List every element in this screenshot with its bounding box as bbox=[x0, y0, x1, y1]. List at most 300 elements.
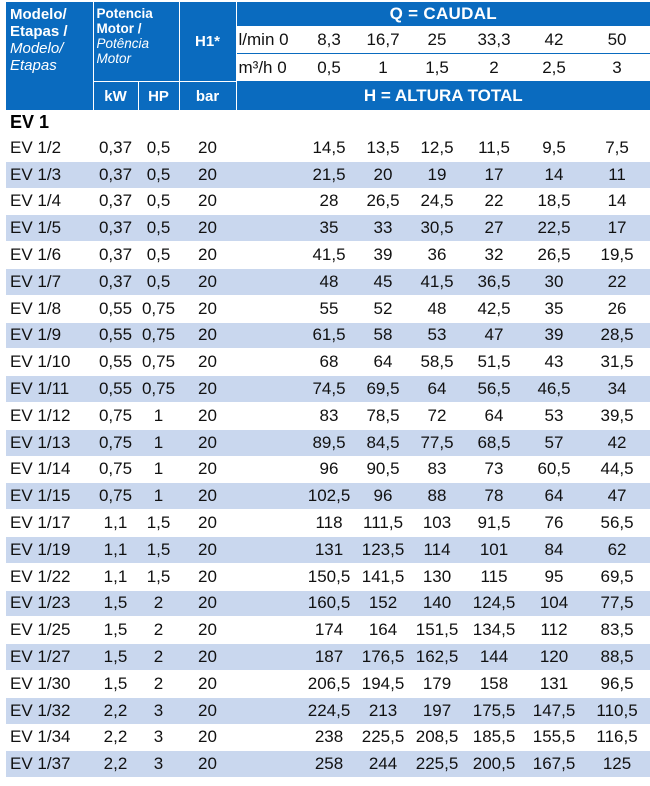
head-value-cell: 77,5 bbox=[584, 590, 650, 617]
head-value-cell: 84,5 bbox=[356, 429, 410, 456]
bar-cell: 20 bbox=[179, 456, 236, 483]
hp-cell: 1 bbox=[138, 456, 179, 483]
head-value-cell: 90,5 bbox=[356, 456, 410, 483]
head-value-cell: 41,5 bbox=[410, 268, 464, 295]
head-value-cell: 19,5 bbox=[584, 242, 650, 269]
table-row bbox=[6, 536, 650, 563]
head-value-cell: 104 bbox=[524, 590, 584, 617]
model-cell: EV 1/13 bbox=[6, 429, 93, 456]
bar-cell: 20 bbox=[179, 402, 236, 429]
kw-cell: 0,37 bbox=[93, 215, 138, 242]
flow-zero-cell bbox=[236, 697, 302, 724]
bar-cell: 20 bbox=[179, 161, 236, 188]
head-value-cell: 48 bbox=[410, 295, 464, 322]
model-cell: EV 1/32 bbox=[6, 697, 93, 724]
flow-zero-cell bbox=[236, 510, 302, 537]
head-value-cell: 110,5 bbox=[584, 697, 650, 724]
head-value-cell: 14 bbox=[584, 188, 650, 215]
head-value-cell: 103 bbox=[410, 510, 464, 537]
bar-cell: 20 bbox=[179, 188, 236, 215]
flow-zero-cell bbox=[236, 536, 302, 563]
flow-value: 42 bbox=[524, 26, 584, 54]
flow-zero-cell bbox=[236, 349, 302, 376]
flow-zero-cell bbox=[236, 644, 302, 671]
flow-zero-cell bbox=[236, 751, 302, 777]
flow-value: 50 bbox=[584, 26, 650, 54]
head-value-cell: 46,5 bbox=[524, 376, 584, 403]
bar-cell: 20 bbox=[179, 322, 236, 349]
head-value-cell: 101 bbox=[464, 536, 524, 563]
head-value-cell: 26 bbox=[584, 295, 650, 322]
head-value-cell: 22 bbox=[584, 268, 650, 295]
table-row bbox=[6, 188, 650, 215]
kw-cell: 2,2 bbox=[93, 697, 138, 724]
section-title: EV 1 bbox=[10, 111, 50, 132]
hp-cell: 2 bbox=[138, 670, 179, 697]
head-value-cell: 174 bbox=[302, 617, 356, 644]
flow-value: 8,3 bbox=[302, 26, 356, 54]
hp-cell: 1,5 bbox=[138, 510, 179, 537]
head-value-cell: 213 bbox=[356, 697, 410, 724]
flow-zero-cell bbox=[236, 242, 302, 269]
head-value-cell: 140 bbox=[410, 590, 464, 617]
bar-cell: 20 bbox=[179, 349, 236, 376]
head-value-cell: 58,5 bbox=[410, 349, 464, 376]
head-value-cell: 39 bbox=[356, 242, 410, 269]
head-value-cell: 69,5 bbox=[584, 563, 650, 590]
head-value-cell: 31,5 bbox=[584, 349, 650, 376]
head-value-cell: 115 bbox=[464, 563, 524, 590]
flow-zero-cell bbox=[236, 161, 302, 188]
hp-cell: 1 bbox=[138, 402, 179, 429]
head-value-cell: 185,5 bbox=[464, 724, 524, 751]
head-value-cell: 43 bbox=[524, 349, 584, 376]
model-cell: EV 1/27 bbox=[6, 644, 93, 671]
head-value-cell: 17 bbox=[464, 161, 524, 188]
head-value-cell: 9,5 bbox=[524, 135, 584, 162]
table-row bbox=[6, 295, 650, 322]
head-value-cell: 175,5 bbox=[464, 697, 524, 724]
head-value-cell: 134,5 bbox=[464, 617, 524, 644]
head-value-cell: 57 bbox=[524, 429, 584, 456]
head-value-cell: 53 bbox=[524, 402, 584, 429]
model-cell: EV 1/10 bbox=[6, 349, 93, 376]
head-value-cell: 64 bbox=[464, 402, 524, 429]
header-power bbox=[93, 2, 179, 82]
bar-cell: 20 bbox=[179, 724, 236, 751]
model-cell: EV 1/23 bbox=[6, 590, 93, 617]
flow-m3h-label: m³/h 0 bbox=[236, 54, 302, 82]
head-value-cell: 89,5 bbox=[302, 429, 356, 456]
flow-zero-cell bbox=[236, 188, 302, 215]
bar-cell: 20 bbox=[179, 135, 236, 162]
flow-zero-cell bbox=[236, 670, 302, 697]
head-value-cell: 45 bbox=[356, 268, 410, 295]
bar-cell: 20 bbox=[179, 242, 236, 269]
head-value-cell: 131 bbox=[302, 536, 356, 563]
flow-zero-cell bbox=[236, 429, 302, 456]
kw-cell: 1,5 bbox=[93, 617, 138, 644]
kw-cell: 0,37 bbox=[93, 135, 138, 162]
head-value-cell: 22,5 bbox=[524, 215, 584, 242]
bar-cell: 20 bbox=[179, 536, 236, 563]
model-cell: EV 1/3 bbox=[6, 161, 93, 188]
head-value-cell: 56,5 bbox=[584, 510, 650, 537]
hp-cell: 0,75 bbox=[138, 349, 179, 376]
hp-cell: 0,5 bbox=[138, 161, 179, 188]
bar-cell: 20 bbox=[179, 590, 236, 617]
head-value-cell: 118 bbox=[302, 510, 356, 537]
head-value-cell: 147,5 bbox=[524, 697, 584, 724]
flow-value: 33,3 bbox=[464, 26, 524, 54]
header-h1: H1* bbox=[179, 2, 236, 82]
head-value-cell: 60,5 bbox=[524, 456, 584, 483]
table-row bbox=[6, 135, 650, 162]
head-value-cell: 76 bbox=[524, 510, 584, 537]
head-value-cell: 18,5 bbox=[524, 188, 584, 215]
bar-cell: 20 bbox=[179, 295, 236, 322]
head-value-cell: 158 bbox=[464, 670, 524, 697]
head-value-cell: 22 bbox=[464, 188, 524, 215]
head-value-cell: 225,5 bbox=[410, 751, 464, 777]
kw-cell: 0,37 bbox=[93, 268, 138, 295]
model-cell: EV 1/7 bbox=[6, 268, 93, 295]
bar-cell: 20 bbox=[179, 215, 236, 242]
kw-cell: 0,75 bbox=[93, 483, 138, 510]
table-row bbox=[6, 724, 650, 751]
model-cell: EV 1/4 bbox=[6, 188, 93, 215]
head-value-cell: 21,5 bbox=[302, 161, 356, 188]
header-power-label-pt: Potência Motor bbox=[96, 36, 150, 66]
table-row bbox=[6, 590, 650, 617]
head-value-cell: 36,5 bbox=[464, 268, 524, 295]
hp-cell: 3 bbox=[138, 751, 179, 777]
header-power-label: Potencia Motor / bbox=[96, 6, 153, 36]
hp-cell: 0,75 bbox=[138, 322, 179, 349]
head-value-cell: 35 bbox=[302, 215, 356, 242]
head-value-cell: 72 bbox=[410, 402, 464, 429]
head-value-cell: 141,5 bbox=[356, 563, 410, 590]
hp-cell: 1 bbox=[138, 429, 179, 456]
table-row bbox=[6, 483, 650, 510]
head-value-cell: 64 bbox=[410, 376, 464, 403]
table-row bbox=[6, 751, 650, 777]
head-value-cell: 64 bbox=[356, 349, 410, 376]
kw-cell: 1,5 bbox=[93, 644, 138, 671]
head-value-cell: 69,5 bbox=[356, 376, 410, 403]
bar-cell: 20 bbox=[179, 697, 236, 724]
head-value-cell: 258 bbox=[302, 751, 356, 777]
head-value-cell: 78 bbox=[464, 483, 524, 510]
kw-cell: 0,75 bbox=[93, 429, 138, 456]
model-cell: EV 1/9 bbox=[6, 322, 93, 349]
table-row bbox=[6, 242, 650, 269]
head-value-cell: 11 bbox=[584, 161, 650, 188]
hp-cell: 0,5 bbox=[138, 135, 179, 162]
head-value-cell: 160,5 bbox=[302, 590, 356, 617]
head-value-cell: 114 bbox=[410, 536, 464, 563]
head-value-cell: 152 bbox=[356, 590, 410, 617]
hp-cell: 2 bbox=[138, 617, 179, 644]
model-cell: EV 1/12 bbox=[6, 402, 93, 429]
model-cell: EV 1/11 bbox=[6, 376, 93, 403]
head-value-cell: 123,5 bbox=[356, 536, 410, 563]
head-value-cell: 58 bbox=[356, 322, 410, 349]
unit-hp: HP bbox=[138, 82, 179, 111]
head-value-cell: 48 bbox=[302, 268, 356, 295]
head-value-cell: 84 bbox=[524, 536, 584, 563]
header-model-label-pt: Modelo/ Etapas bbox=[10, 40, 64, 74]
head-value-cell: 120 bbox=[524, 644, 584, 671]
head-value-cell: 14,5 bbox=[302, 135, 356, 162]
kw-cell: 0,55 bbox=[93, 322, 138, 349]
hp-cell: 0,5 bbox=[138, 242, 179, 269]
flow-value: 2 bbox=[464, 54, 524, 82]
flow-value: 1 bbox=[356, 54, 410, 82]
header-head-title: H = ALTURA TOTAL bbox=[236, 82, 650, 111]
head-value-cell: 130 bbox=[410, 563, 464, 590]
head-value-cell: 83 bbox=[302, 402, 356, 429]
bar-cell: 20 bbox=[179, 429, 236, 456]
head-value-cell: 55 bbox=[302, 295, 356, 322]
head-value-cell: 41,5 bbox=[302, 242, 356, 269]
kw-cell: 2,2 bbox=[93, 751, 138, 777]
flow-zero-cell bbox=[236, 617, 302, 644]
head-value-cell: 194,5 bbox=[356, 670, 410, 697]
head-value-cell: 26,5 bbox=[524, 242, 584, 269]
head-value-cell: 102,5 bbox=[302, 483, 356, 510]
table-row bbox=[6, 349, 650, 376]
head-value-cell: 73 bbox=[464, 456, 524, 483]
table-row bbox=[6, 268, 650, 295]
bar-cell: 20 bbox=[179, 751, 236, 777]
head-value-cell: 14 bbox=[524, 161, 584, 188]
table-row bbox=[6, 697, 650, 724]
hp-cell: 3 bbox=[138, 724, 179, 751]
table-row bbox=[6, 456, 650, 483]
bar-cell: 20 bbox=[179, 617, 236, 644]
model-cell: EV 1/6 bbox=[6, 242, 93, 269]
model-cell: EV 1/8 bbox=[6, 295, 93, 322]
kw-cell: 0,55 bbox=[93, 295, 138, 322]
flow-zero-cell bbox=[236, 483, 302, 510]
flow-zero-cell bbox=[236, 322, 302, 349]
kw-cell: 0,37 bbox=[93, 242, 138, 269]
head-value-cell: 61,5 bbox=[302, 322, 356, 349]
head-value-cell: 224,5 bbox=[302, 697, 356, 724]
hp-cell: 1 bbox=[138, 483, 179, 510]
head-value-cell: 116,5 bbox=[584, 724, 650, 751]
head-value-cell: 179 bbox=[410, 670, 464, 697]
model-cell: EV 1/5 bbox=[6, 215, 93, 242]
head-value-cell: 244 bbox=[356, 751, 410, 777]
unit-bar: bar bbox=[179, 82, 236, 111]
head-value-cell: 42,5 bbox=[464, 295, 524, 322]
kw-cell: 0,37 bbox=[93, 188, 138, 215]
kw-cell: 1,1 bbox=[93, 563, 138, 590]
model-cell: EV 1/22 bbox=[6, 563, 93, 590]
flow-value: 16,7 bbox=[356, 26, 410, 54]
head-value-cell: 78,5 bbox=[356, 402, 410, 429]
head-value-cell: 42 bbox=[584, 429, 650, 456]
head-value-cell: 88 bbox=[410, 483, 464, 510]
table-row bbox=[6, 563, 650, 590]
head-value-cell: 83 bbox=[410, 456, 464, 483]
table-header bbox=[6, 2, 650, 110]
kw-cell: 0,75 bbox=[93, 456, 138, 483]
hp-cell: 0,5 bbox=[138, 268, 179, 295]
head-value-cell: 206,5 bbox=[302, 670, 356, 697]
hp-cell: 0,75 bbox=[138, 295, 179, 322]
head-value-cell: 164 bbox=[356, 617, 410, 644]
head-value-cell: 19 bbox=[410, 161, 464, 188]
flow-zero-cell bbox=[236, 563, 302, 590]
head-value-cell: 187 bbox=[302, 644, 356, 671]
flow-zero-cell bbox=[236, 215, 302, 242]
head-value-cell: 28,5 bbox=[584, 322, 650, 349]
head-value-cell: 35 bbox=[524, 295, 584, 322]
head-value-cell: 24,5 bbox=[410, 188, 464, 215]
flow-lmin-label: l/min 0 bbox=[236, 26, 302, 54]
head-value-cell: 150,5 bbox=[302, 563, 356, 590]
header-flow-title: Q = CAUDAL bbox=[236, 2, 650, 26]
hp-cell: 1,5 bbox=[138, 563, 179, 590]
head-value-cell: 68 bbox=[302, 349, 356, 376]
hp-cell: 2 bbox=[138, 590, 179, 617]
head-value-cell: 33 bbox=[356, 215, 410, 242]
bar-cell: 20 bbox=[179, 563, 236, 590]
head-value-cell: 68,5 bbox=[464, 429, 524, 456]
hp-cell: 1,5 bbox=[138, 536, 179, 563]
hp-cell: 0,5 bbox=[138, 215, 179, 242]
head-value-cell: 225,5 bbox=[356, 724, 410, 751]
model-cell: EV 1/15 bbox=[6, 483, 93, 510]
head-value-cell: 36 bbox=[410, 242, 464, 269]
model-cell: EV 1/14 bbox=[6, 456, 93, 483]
table-row bbox=[6, 644, 650, 671]
flow-zero-cell bbox=[236, 135, 302, 162]
flow-value: 25 bbox=[410, 26, 464, 54]
flow-value: 1,5 bbox=[410, 54, 464, 82]
head-value-cell: 34 bbox=[584, 376, 650, 403]
head-value-cell: 131 bbox=[524, 670, 584, 697]
table-body bbox=[6, 110, 650, 777]
model-cell: EV 1/17 bbox=[6, 510, 93, 537]
flow-zero-cell bbox=[236, 376, 302, 403]
head-value-cell: 17 bbox=[584, 215, 650, 242]
head-value-cell: 62 bbox=[584, 536, 650, 563]
kw-cell: 0,55 bbox=[93, 376, 138, 403]
kw-cell: 1,5 bbox=[93, 670, 138, 697]
head-value-cell: 30,5 bbox=[410, 215, 464, 242]
head-value-cell: 47 bbox=[464, 322, 524, 349]
bar-cell: 20 bbox=[179, 644, 236, 671]
hp-cell: 0,5 bbox=[138, 188, 179, 215]
head-value-cell: 176,5 bbox=[356, 644, 410, 671]
head-value-cell: 47 bbox=[584, 483, 650, 510]
bar-cell: 20 bbox=[179, 670, 236, 697]
flow-zero-cell bbox=[236, 590, 302, 617]
bar-cell: 20 bbox=[179, 483, 236, 510]
head-value-cell: 208,5 bbox=[410, 724, 464, 751]
flow-value: 0,5 bbox=[302, 54, 356, 82]
head-value-cell: 44,5 bbox=[584, 456, 650, 483]
head-value-cell: 20 bbox=[356, 161, 410, 188]
head-value-cell: 88,5 bbox=[584, 644, 650, 671]
model-cell: EV 1/2 bbox=[6, 135, 93, 162]
table-row bbox=[6, 161, 650, 188]
head-value-cell: 144 bbox=[464, 644, 524, 671]
head-value-cell: 96,5 bbox=[584, 670, 650, 697]
flow-zero-cell bbox=[236, 456, 302, 483]
kw-cell: 0,75 bbox=[93, 402, 138, 429]
head-value-cell: 51,5 bbox=[464, 349, 524, 376]
model-cell: EV 1/30 bbox=[6, 670, 93, 697]
head-value-cell: 167,5 bbox=[524, 751, 584, 777]
head-value-cell: 151,5 bbox=[410, 617, 464, 644]
table-row bbox=[6, 402, 650, 429]
head-value-cell: 64 bbox=[524, 483, 584, 510]
head-value-cell: 96 bbox=[356, 483, 410, 510]
hp-cell: 3 bbox=[138, 697, 179, 724]
flow-value: 3 bbox=[584, 54, 650, 82]
head-value-cell: 200,5 bbox=[464, 751, 524, 777]
model-cell: EV 1/37 bbox=[6, 751, 93, 777]
flow-zero-cell bbox=[236, 268, 302, 295]
flow-zero-cell bbox=[236, 724, 302, 751]
head-value-cell: 95 bbox=[524, 563, 584, 590]
kw-cell: 1,5 bbox=[93, 590, 138, 617]
head-value-cell: 124,5 bbox=[464, 590, 524, 617]
bar-cell: 20 bbox=[179, 268, 236, 295]
hp-cell: 2 bbox=[138, 644, 179, 671]
head-value-cell: 77,5 bbox=[410, 429, 464, 456]
kw-cell: 1,1 bbox=[93, 510, 138, 537]
head-value-cell: 30 bbox=[524, 268, 584, 295]
bar-cell: 20 bbox=[179, 376, 236, 403]
model-cell: EV 1/19 bbox=[6, 536, 93, 563]
flow-zero-cell bbox=[236, 295, 302, 322]
flow-zero-cell bbox=[236, 402, 302, 429]
model-cell: EV 1/25 bbox=[6, 617, 93, 644]
table-row bbox=[6, 510, 650, 537]
head-value-cell: 52 bbox=[356, 295, 410, 322]
table-row bbox=[6, 670, 650, 697]
head-value-cell: 39,5 bbox=[584, 402, 650, 429]
kw-cell: 1,1 bbox=[93, 536, 138, 563]
head-value-cell: 111,5 bbox=[356, 510, 410, 537]
head-value-cell: 32 bbox=[464, 242, 524, 269]
head-value-cell: 238 bbox=[302, 724, 356, 751]
head-value-cell: 53 bbox=[410, 322, 464, 349]
pump-performance-table bbox=[6, 2, 650, 777]
head-value-cell: 155,5 bbox=[524, 724, 584, 751]
kw-cell: 0,55 bbox=[93, 349, 138, 376]
bar-cell: 20 bbox=[179, 510, 236, 537]
head-value-cell: 7,5 bbox=[584, 135, 650, 162]
head-value-cell: 26,5 bbox=[356, 188, 410, 215]
head-value-cell: 162,5 bbox=[410, 644, 464, 671]
head-value-cell: 74,5 bbox=[302, 376, 356, 403]
head-value-cell: 13,5 bbox=[356, 135, 410, 162]
head-value-cell: 27 bbox=[464, 215, 524, 242]
head-value-cell: 39 bbox=[524, 322, 584, 349]
table-row bbox=[6, 215, 650, 242]
head-value-cell: 28 bbox=[302, 188, 356, 215]
head-value-cell: 12,5 bbox=[410, 135, 464, 162]
head-value-cell: 197 bbox=[410, 697, 464, 724]
head-value-cell: 96 bbox=[302, 456, 356, 483]
